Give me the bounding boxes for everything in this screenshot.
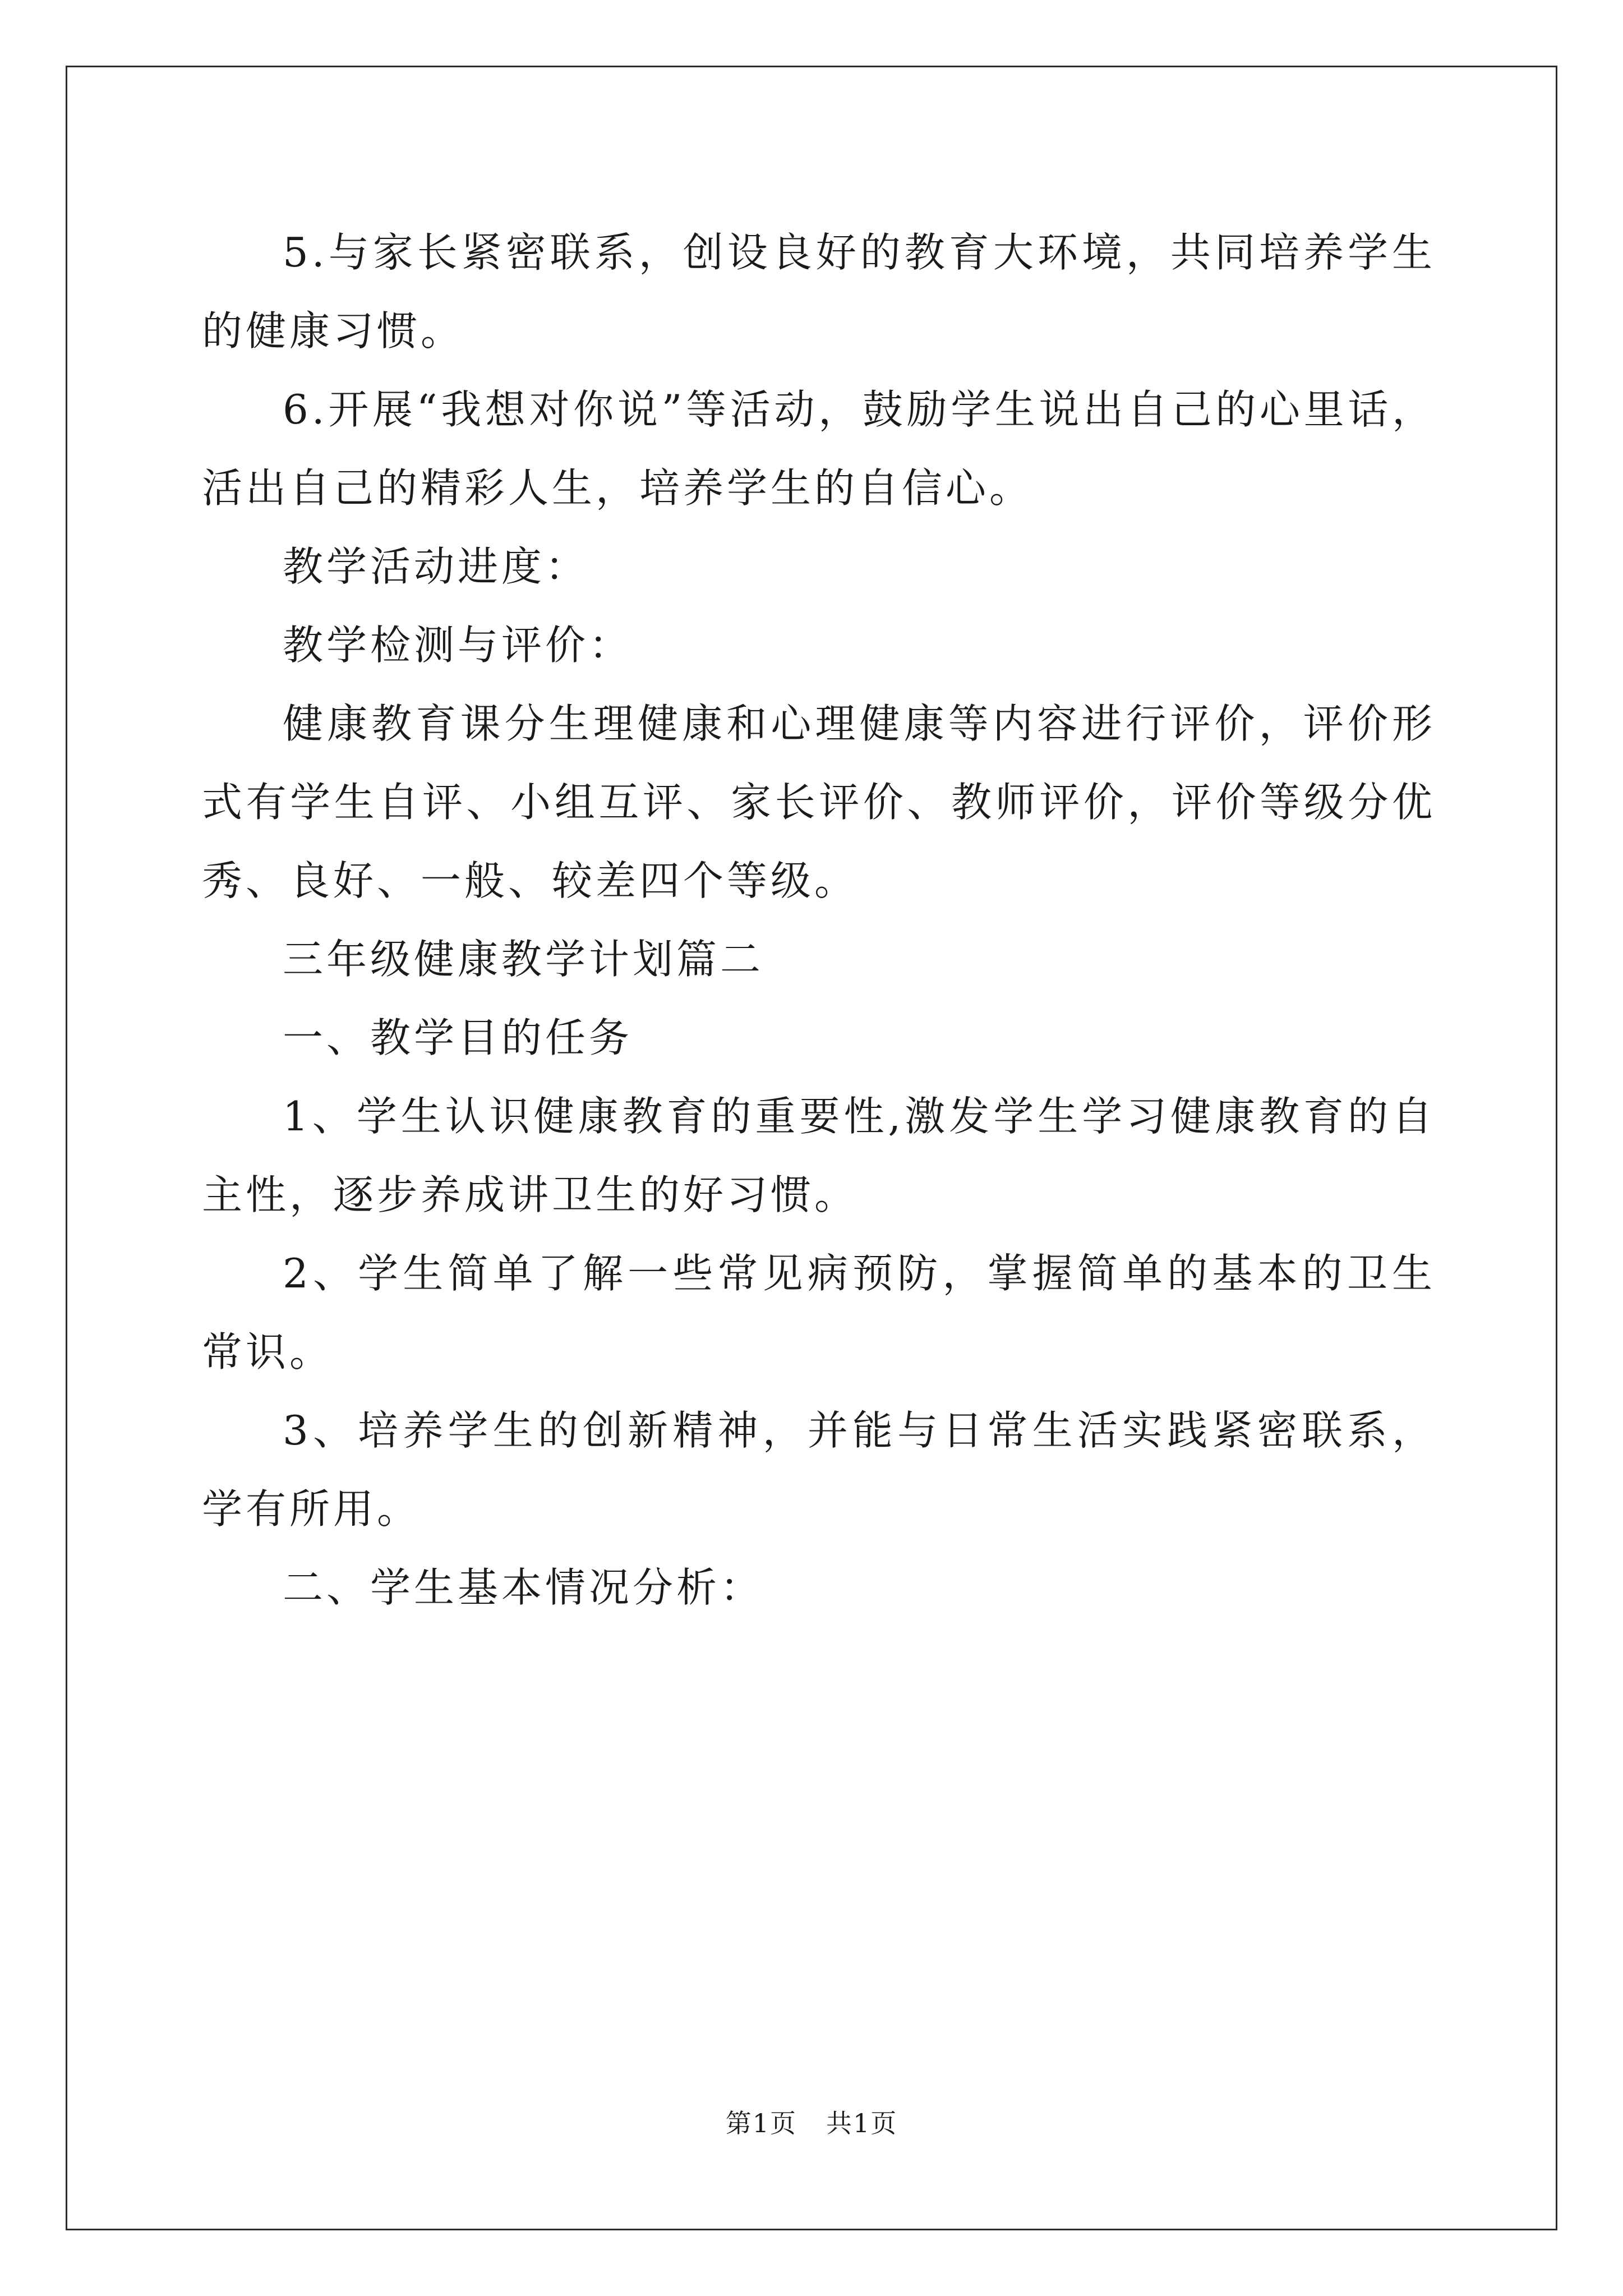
section-heading-evaluation: 教学检测与评价：	[283, 622, 633, 669]
paragraph-goal-2: 2、学生简单了解一些常见病预防，掌握简单的基本的卫生常识。	[202, 1250, 1436, 1375]
page-number-total: 共1页	[826, 2108, 898, 2138]
paragraph-goal-1: 1、学生认识健康教育的重要性,激发学生学习健康教育的自主性，逐步养成讲卫生的好习惯。	[202, 1093, 1436, 1218]
paragraph-item-5: 5.与家长紧密联系，创设良好的教育大环境，共同培养学生的健康习惯。	[202, 229, 1436, 355]
paragraph-item-6: 6.开展“我想对你说”等活动，鼓励学生说出自己的心里话，活出自己的精彩人生，培养学生的自信心。	[202, 386, 1436, 512]
section-heading-goals: 一、教学目的任务	[283, 1014, 633, 1061]
section-title-part-two: 三年级健康教学计划篇二	[283, 936, 764, 983]
section-heading-progress: 教学活动进度：	[283, 543, 589, 590]
paragraph-evaluation: 健康教育课分生理健康和心理健康等内容进行评价，评价形式有学生自评、小组互评、家长评价、教师评价，评价等级分优秀、良好、一般、较差四个等级。	[202, 700, 1436, 904]
section-heading-student-analysis: 二、学生基本情况分析：	[283, 1564, 764, 1611]
document-body	[202, 213, 1436, 1627]
paragraph-goal-3: 3、培养学生的创新精神，并能与日常生活实践紧密联系，学有所用。	[202, 1407, 1436, 1533]
page-footer	[0, 2106, 1623, 2140]
page-number-current: 第1页	[725, 2108, 797, 2138]
